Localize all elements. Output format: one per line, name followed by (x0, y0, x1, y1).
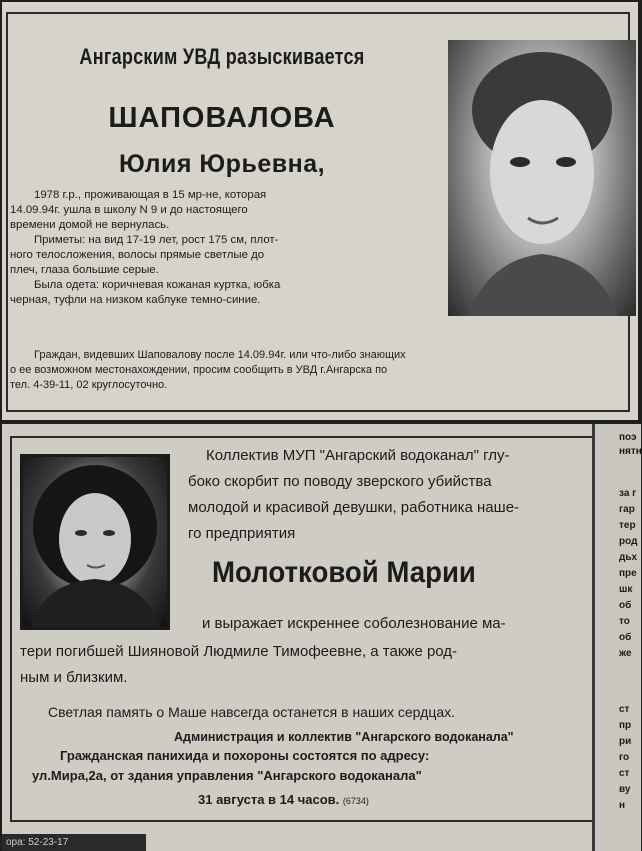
adjacent-column (592, 424, 641, 851)
side-word: за г (619, 488, 637, 499)
obituary-notice (2, 424, 642, 851)
side-word: ст (619, 704, 630, 715)
body-line: ного телосложения, волосы прямые светлые до (10, 249, 265, 261)
missing-name: Юлия Юрьевна, (118, 150, 326, 178)
notice-headline: Ангарским УВД разыскивается (79, 44, 365, 69)
obituary-photo-svg (23, 457, 167, 627)
side-word: род (619, 536, 638, 547)
side-word: ву (619, 784, 631, 795)
phone-fragment: ора: 52-23-17 (2, 834, 146, 851)
funeral-line: Гражданская панихида и похороны состоятся по адресу: (60, 748, 430, 763)
body-line: 14.09.94г. ушла в школу N 9 и до настоящего (10, 204, 248, 216)
ad-code: (6734) (342, 796, 369, 806)
side-word: шк (619, 584, 633, 595)
condolence-line: и выражает искреннее соболезнование ма- (202, 615, 506, 632)
side-word: го (619, 752, 630, 763)
side-word: пре (619, 568, 637, 579)
side-word: гар (619, 504, 635, 515)
footer-line: Граждан, видевших Шаповалову после 14.09.94г. или что-либо знающих (34, 349, 406, 361)
memory-line: Светлая память о Маше навсегда останется в наших сердцах. (48, 704, 456, 720)
footer-line: о ее возможном местонахождении, просим сообщить в УВД г.Ангарска по (10, 364, 388, 376)
intro-line: го предприятия (188, 525, 296, 542)
body-line: времени домой не вернулась. (10, 219, 170, 231)
funeral-line: ул.Мира,2а, от здания управления "Ангарского водоканала" (32, 768, 422, 783)
intro-line: молодой и красивой девушки, работника наше- (188, 499, 520, 516)
signature: Администрация и коллектив "Ангарского водоканала" (174, 730, 514, 744)
side-word: дьх (619, 552, 638, 563)
intro-line: Коллектив МУП "Ангарский водоканал" глу- (206, 447, 510, 464)
portrait-photo (448, 40, 636, 316)
side-word: тер (619, 520, 636, 531)
side-word: н (619, 800, 626, 811)
deceased-name: Молотковой Марии (212, 556, 476, 589)
side-word: об (619, 632, 632, 643)
intro-line: боко скорбит по поводу зверского убийства (188, 473, 492, 490)
notice-body (10, 188, 280, 308)
side-word: ст (619, 768, 630, 779)
missing-surname: ШАПОВАЛОВА (108, 102, 336, 134)
side-word: же (619, 648, 632, 659)
notice-footer (10, 348, 406, 393)
portrait-photo-svg (448, 40, 636, 316)
body-line: черная, туфли на низком каблуке темно-синие. (10, 294, 261, 306)
body-line: 1978 г.р., проживающая в 15 мр-не, которая (34, 189, 267, 201)
obituary-photo (20, 454, 170, 630)
missing-person-notice (2, 2, 638, 420)
side-word: поэ (619, 432, 637, 443)
side-word: об (619, 600, 632, 611)
condolence-line: ным и близким. (20, 669, 128, 686)
body-line: Приметы: на вид 17-19 лет, рост 175 см, плот- (34, 234, 279, 246)
condolence-line: тери погибшей Шияновой Людмиле Тимофеевне, а также род- (20, 643, 458, 660)
funeral-time: 31 августа в 14 часов. (198, 792, 340, 807)
side-word: пр (619, 720, 632, 731)
body-line: Была одета: коричневая кожаная куртка, юбка (34, 279, 281, 291)
side-word: нятн (619, 446, 642, 457)
footer-line: тел. 4-39-11, 02 круглосуточно. (10, 379, 168, 391)
side-word: ри (619, 736, 632, 747)
side-word: то (619, 616, 630, 627)
funeral-date (198, 792, 369, 807)
body-line: плеч, глаза большие серые. (10, 264, 159, 276)
